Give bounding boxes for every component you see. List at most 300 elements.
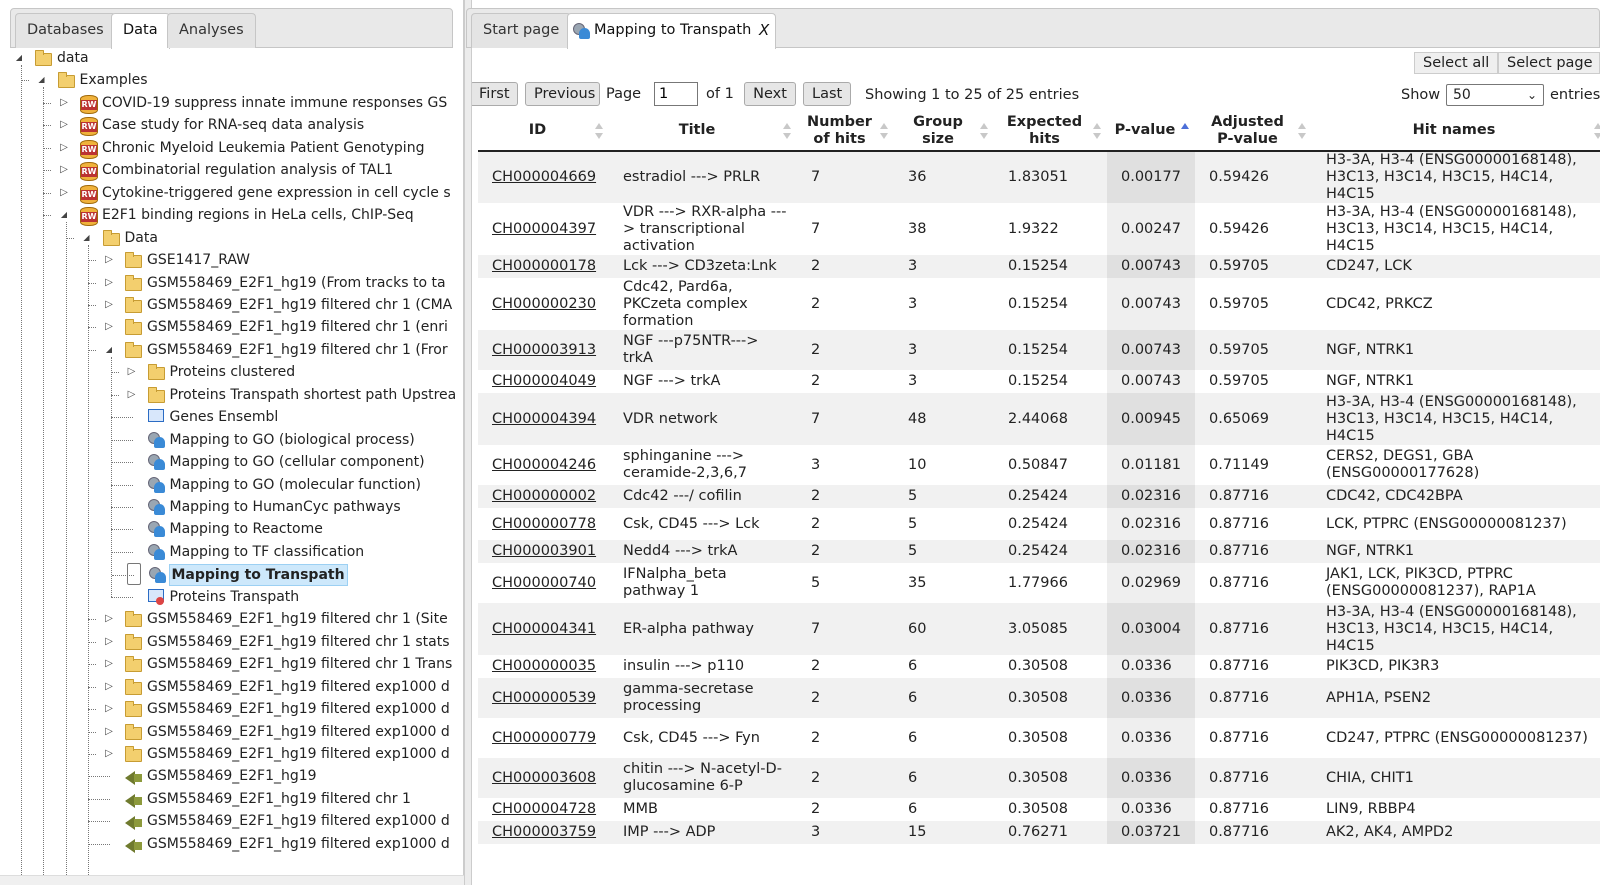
cell-number-of-hits: 3 xyxy=(797,821,894,844)
folder-icon xyxy=(124,745,142,763)
cell-number-of-hits: 2 xyxy=(797,678,894,718)
cell-expected-hits: 0.30508 xyxy=(1008,801,1068,817)
tree-node-label: GSM558469_E2F1_hg19 filtered exp1000 d xyxy=(147,835,450,852)
cell-number-of-hits: 2 xyxy=(811,658,821,674)
cell-expected-hits: 2.44068 xyxy=(994,393,1107,445)
cell-adjusted-p-value: 0.59705 xyxy=(1195,255,1312,278)
collapse-icon[interactable]: ◢ xyxy=(15,53,23,62)
tab-mapping-to-transpath[interactable] xyxy=(567,13,776,49)
cell-hit-names: APH1A, PSEN2 xyxy=(1312,678,1600,718)
database-icon: RW xyxy=(79,161,97,179)
tab-databases[interactable]: Databases xyxy=(15,13,116,48)
expand-icon[interactable]: ▷ xyxy=(60,119,68,131)
entries-info: Showing 1 to 25 of 25 entries xyxy=(865,87,1080,103)
column-header[interactable] xyxy=(609,111,797,151)
cell-title: IFNalpha_beta pathway 1 xyxy=(623,566,727,599)
table-row[interactable] xyxy=(478,203,1600,255)
cell-number-of-hits: 7 xyxy=(797,393,894,445)
cell-title: ER-alpha pathway xyxy=(609,603,797,655)
tree-connector xyxy=(111,417,133,418)
table-row[interactable] xyxy=(478,370,1600,393)
table-header-row xyxy=(478,111,1600,151)
cell-title: VDR network xyxy=(609,393,797,445)
select-page-button[interactable]: Select page xyxy=(1498,52,1600,74)
expand-icon[interactable]: ▷ xyxy=(105,298,113,310)
cell-expected-hits: 1.83051 xyxy=(994,151,1107,203)
tree-guide-line xyxy=(66,222,67,885)
cell-p-value: 0.00743 xyxy=(1107,370,1195,393)
cell-expected-hits: 0.25424 xyxy=(994,485,1107,508)
cell-number-of-hits: 2 xyxy=(811,295,821,312)
cell-p-value: 0.03721 xyxy=(1107,821,1195,844)
sort-ascending-icon xyxy=(1181,123,1189,141)
mapping-icon xyxy=(147,498,165,516)
cell-hit-names: CDC42, CDC42BPA xyxy=(1312,485,1600,508)
cell-id xyxy=(478,563,609,603)
cell-number-of-hits: 2 xyxy=(811,801,821,817)
pathway-id-link[interactable]: CH000004049 xyxy=(492,373,597,389)
table-row[interactable] xyxy=(478,678,1600,718)
table-row[interactable] xyxy=(478,718,1600,758)
cell-title: Nedd4 ---> trkA xyxy=(609,540,797,563)
column-header[interactable] xyxy=(1107,111,1195,151)
cell-number-of-hits: 2 xyxy=(797,255,894,278)
tree-connector xyxy=(111,597,133,598)
cell-title: sphinganine ---> ceramide-2,3,6,7 xyxy=(623,448,747,481)
table-row[interactable] xyxy=(478,255,1600,278)
cell-title: chitin ---> N-acetyl-D-glucosamine 6-P xyxy=(609,758,797,798)
tree-connector xyxy=(88,754,96,755)
table-row[interactable] xyxy=(478,508,1600,540)
folder-icon xyxy=(124,274,142,292)
cell-id xyxy=(478,798,609,821)
table-row[interactable] xyxy=(478,278,1600,330)
collapse-icon[interactable]: ◢ xyxy=(60,210,68,220)
cell-p-value: 0.00743 xyxy=(1107,330,1195,370)
cell-p-value: 0.0336 xyxy=(1107,718,1195,758)
table-row[interactable] xyxy=(478,655,1600,678)
cell-title: VDR ---> RXR-alpha ---> transcriptional activation xyxy=(623,203,787,254)
tree-connector xyxy=(21,80,29,81)
tree-node-label: GSM558469_E2F1_hg19 filtered exp1000 d xyxy=(147,745,450,762)
sort-icon xyxy=(1594,123,1600,141)
table-view xyxy=(472,48,1600,885)
cell-number-of-hits: 2 xyxy=(797,540,894,563)
cell-adjusted-p-value: 0.59705 xyxy=(1209,295,1269,312)
cell-group-size: 6 xyxy=(894,758,994,798)
folder-icon xyxy=(147,386,165,404)
tree-node-label: GSM558469_E2F1_hg19 filtered chr 1 Trans xyxy=(147,656,453,673)
cell-p-value: 0.0336 xyxy=(1107,655,1195,678)
table-icon xyxy=(147,408,165,426)
mapping-icon xyxy=(148,566,166,584)
track-icon xyxy=(124,790,142,808)
sort-icon xyxy=(783,123,791,141)
column-header[interactable] xyxy=(797,111,894,151)
cell-p-value: 0.02316 xyxy=(1107,540,1195,563)
database-icon: RW xyxy=(79,184,97,202)
last-page-button[interactable]: Last xyxy=(803,82,851,106)
expand-icon[interactable]: ▷ xyxy=(60,96,68,108)
expand-icon[interactable]: ▷ xyxy=(105,747,113,759)
folder-icon xyxy=(124,296,142,314)
cell-hit-names: H3-3A, H3-4 (ENSG00000168148), H3C13, H3C14, H3C15, H4C14, H4C15 xyxy=(1312,603,1600,655)
tree-node-label: E2F1 binding regions in HeLa cells, ChIP-Seq xyxy=(102,207,414,224)
pathway-id-link[interactable]: CH000000178 xyxy=(492,258,597,274)
tree-node-label: GSM558469_E2F1_hg19 filtered chr 1 stats xyxy=(147,633,450,650)
cell-title: Csk, CD45 ---> Fyn xyxy=(623,729,760,746)
pathway-id-link[interactable]: CH000003913 xyxy=(492,341,597,358)
cell-hit-names: LIN9, RBBP4 xyxy=(1326,801,1416,817)
expand-icon[interactable]: ▷ xyxy=(105,321,113,333)
cell-title: insulin ---> p110 xyxy=(623,658,745,674)
column-header[interactable] xyxy=(994,111,1107,151)
cell-id xyxy=(478,821,609,844)
pathway-id-link[interactable]: CH000000002 xyxy=(492,488,597,504)
pathway-id-link[interactable]: CH000000779 xyxy=(492,729,597,746)
expand-icon[interactable]: ▷ xyxy=(105,703,113,715)
pathway-id-link[interactable]: CH000004669 xyxy=(492,169,597,185)
expand-icon[interactable]: ▷ xyxy=(60,186,68,198)
tree-connector xyxy=(43,215,51,216)
tree-node-label: Combinatorial regulation analysis of TAL1 xyxy=(102,162,394,179)
cell-hit-names: H3-3A, H3-4 (ENSG00000168148), H3C13, H3C14, H3C15, H4C14, H4C15 xyxy=(1326,203,1577,254)
cell-p-value: 0.0336 xyxy=(1107,758,1195,798)
cell-id xyxy=(478,393,609,445)
tree-node-label: Mapping to GO (molecular function) xyxy=(169,476,421,493)
pathway-id-link[interactable]: CH000004246 xyxy=(492,456,597,473)
cell-p-value: 0.02969 xyxy=(1107,563,1195,603)
cell-id xyxy=(478,678,609,718)
pathway-id-link[interactable]: CH000000778 xyxy=(492,515,597,532)
results-table xyxy=(478,111,1600,844)
cell-group-size: 3 xyxy=(908,295,918,312)
protein-table-icon xyxy=(147,588,165,606)
table-row[interactable] xyxy=(478,540,1600,563)
cell-expected-hits: 0.30508 xyxy=(1008,729,1068,746)
cell-number-of-hits: 2 xyxy=(811,373,821,389)
right-panel xyxy=(472,0,1600,885)
cell-id xyxy=(478,540,609,563)
cell-hit-names: NGF, NTRK1 xyxy=(1312,540,1600,563)
cell-group-size: 6 xyxy=(908,801,918,817)
folder-icon xyxy=(102,229,120,247)
cell-group-size: 6 xyxy=(908,658,918,674)
pathway-id-link[interactable]: CH000000035 xyxy=(492,658,597,674)
pathway-id-link[interactable]: CH000000539 xyxy=(492,689,597,706)
page-label: Page xyxy=(606,86,642,102)
mapping-icon xyxy=(147,431,165,449)
cell-adjusted-p-value: 0.59426 xyxy=(1195,151,1312,203)
cell-p-value: 0.02316 xyxy=(1107,508,1195,540)
cell-p-value: 0.01181 xyxy=(1107,445,1195,485)
table-row[interactable] xyxy=(478,330,1600,370)
cell-id xyxy=(478,655,609,678)
table-body xyxy=(478,151,1600,844)
tab-data[interactable]: Data xyxy=(111,13,170,49)
first-page-button[interactable]: First xyxy=(472,82,518,106)
expand-icon[interactable]: ▷ xyxy=(105,725,113,737)
cell-title: Cdc42, Pard6a, PKCzeta complex formation xyxy=(623,278,748,329)
cell-group-size: 3 xyxy=(908,373,918,389)
column-header-label: Adjusted P-value xyxy=(1211,113,1284,147)
tree-node-label: Proteins Transpath xyxy=(169,588,300,605)
tree-connector xyxy=(88,305,96,306)
pathway-id-link[interactable]: CH000004394 xyxy=(492,410,597,427)
show-label: Show xyxy=(1401,87,1441,103)
tree-node-label: COVID-19 suppress innate immune responses GS xyxy=(102,94,448,111)
cell-hit-names: NGF, NTRK1 xyxy=(1312,330,1600,370)
tree-node-label: Proteins clustered xyxy=(169,364,296,381)
column-header[interactable] xyxy=(478,111,609,151)
cell-expected-hits: 0.50847 xyxy=(1008,456,1068,473)
cell-hit-names: PIK3CD, PIK3R3 xyxy=(1326,658,1440,674)
cell-p-value: 0.03004 xyxy=(1107,603,1195,655)
cell-id xyxy=(478,330,609,370)
cell-adjusted-p-value: 0.87716 xyxy=(1195,603,1312,655)
pathway-id-link[interactable]: CH000000230 xyxy=(492,295,597,312)
cell-adjusted-p-value: 0.87716 xyxy=(1209,729,1269,746)
tree-connector xyxy=(88,799,110,800)
cell-p-value: 0.00743 xyxy=(1107,278,1195,330)
cell-adjusted-p-value: 0.87716 xyxy=(1195,485,1312,508)
page-size-value: 50 xyxy=(1453,87,1471,103)
tree-node-label: data xyxy=(57,50,89,66)
table-row[interactable] xyxy=(478,758,1600,798)
cell-title: Lck ---> CD3zeta:Lnk xyxy=(609,255,797,278)
cell-expected-hits: 0.15254 xyxy=(1008,373,1068,389)
tree-node-label: Cytokine-triggered gene expression in cell cycle s xyxy=(102,184,451,201)
pathway-id-link[interactable]: CH000003901 xyxy=(492,543,597,559)
cell-group-size: 6 xyxy=(894,678,994,718)
panel-splitter[interactable] xyxy=(464,0,472,885)
tree-node-label: GSM558469_E2F1_hg19 filtered chr 1 (Site xyxy=(147,611,448,628)
tree-horizontal-scrollbar[interactable] xyxy=(0,875,464,885)
column-header-label: Title xyxy=(678,122,716,138)
cell-hit-names: CD247, PTPRC (ENSG00000081237) xyxy=(1326,729,1588,746)
cell-id xyxy=(478,445,609,485)
cell-expected-hits: 0.30508 xyxy=(1008,658,1068,674)
page-count-label: of 1 xyxy=(706,86,734,102)
tree-node-label: GSE1417_RAW xyxy=(147,252,251,269)
database-icon: RW xyxy=(79,139,97,157)
cell-p-value: 0.02316 xyxy=(1107,485,1195,508)
sort-icon xyxy=(880,123,888,141)
tree-node-label: Data xyxy=(124,229,158,246)
table-row[interactable] xyxy=(478,485,1600,508)
cell-group-size: 5 xyxy=(894,485,994,508)
table-row[interactable] xyxy=(478,603,1600,655)
table-row[interactable] xyxy=(478,563,1600,603)
column-header-label: Expected hits xyxy=(1006,113,1083,147)
cell-id xyxy=(478,758,609,798)
table-row[interactable] xyxy=(478,821,1600,844)
tree-connector xyxy=(88,327,96,328)
expand-icon[interactable]: ▷ xyxy=(105,635,113,647)
cell-number-of-hits: 2 xyxy=(811,515,821,532)
close-icon[interactable]: X xyxy=(759,21,770,39)
cell-adjusted-p-value: 0.87716 xyxy=(1209,574,1269,591)
tree-node-label: GSM558469_E2F1_hg19 filtered chr 1 (enri xyxy=(147,319,448,336)
cell-adjusted-p-value: 0.59426 xyxy=(1209,220,1269,237)
folder-icon xyxy=(124,655,142,673)
cell-title: Cdc42 ---/ cofilin xyxy=(609,485,797,508)
column-header[interactable] xyxy=(1195,111,1312,151)
collapse-icon[interactable]: ◢ xyxy=(105,344,113,354)
previous-page-button[interactable]: Previous xyxy=(525,82,600,106)
cell-number-of-hits: 2 xyxy=(797,485,894,508)
track-icon xyxy=(124,767,142,785)
cell-expected-hits: 0.30508 xyxy=(994,758,1107,798)
cell-group-size: 35 xyxy=(908,574,927,591)
tree-node-label: GSM558469_E2F1_hg19 filtered exp1000 d xyxy=(147,701,450,718)
expand-icon[interactable]: ▷ xyxy=(127,388,136,400)
pathway-id-link[interactable]: CH000004397 xyxy=(492,220,597,237)
cell-hit-names: H3-3A, H3-4 (ENSG00000168148), H3C13, H3C14, H3C15, H4C14, H4C15 xyxy=(1312,151,1600,203)
cell-expected-hits: 0.15254 xyxy=(994,330,1107,370)
table-row[interactable] xyxy=(478,445,1600,485)
cell-title: MMB xyxy=(623,801,658,817)
folder-icon xyxy=(147,363,165,381)
cell-adjusted-p-value: 0.87716 xyxy=(1195,540,1312,563)
tree-node-label: GSM558469_E2F1_hg19 filtered chr 1 (CMA xyxy=(147,296,453,313)
cell-expected-hits: 0.15254 xyxy=(1008,295,1068,312)
tree-node-label: Proteins Transpath shortest path Upstrea xyxy=(169,386,457,403)
cell-p-value: 0.00247 xyxy=(1107,203,1195,255)
tree-connector xyxy=(111,507,133,508)
tree-guide-line xyxy=(21,65,22,885)
expand-icon[interactable]: ▷ xyxy=(105,276,113,288)
expand-icon[interactable]: ▷ xyxy=(60,141,68,153)
cell-hit-names: CD247, LCK xyxy=(1312,255,1600,278)
cell-adjusted-p-value: 0.87716 xyxy=(1209,801,1269,817)
cell-number-of-hits: 3 xyxy=(811,456,821,473)
tree-connector xyxy=(88,619,96,620)
database-icon: RW xyxy=(79,116,97,134)
expand-icon[interactable]: ▷ xyxy=(105,254,113,266)
cell-expected-hits: 0.25424 xyxy=(1008,515,1068,532)
tree-node-label: GSM558469_E2F1_hg19 filtered chr 1 xyxy=(147,790,411,807)
cell-adjusted-p-value: 0.87716 xyxy=(1209,515,1269,532)
left-tabbar xyxy=(10,8,453,48)
tree-guide-line xyxy=(88,245,89,885)
pathway-id-link[interactable]: CH000004728 xyxy=(492,801,597,817)
folder-icon xyxy=(124,678,142,696)
column-header[interactable] xyxy=(1312,111,1600,151)
tab-start-page[interactable]: Start page xyxy=(471,13,571,48)
expand-icon[interactable]: ▷ xyxy=(105,658,113,670)
tree-connector xyxy=(66,238,74,239)
page-size-select[interactable] xyxy=(1446,84,1544,106)
tree-connector xyxy=(88,844,110,845)
collapse-icon[interactable]: ◢ xyxy=(38,75,45,85)
tree-node-label: Mapping to Reactome xyxy=(169,521,323,538)
tree-node-label: Examples xyxy=(79,72,148,89)
next-page-button[interactable]: Next xyxy=(744,82,796,106)
tree-connector xyxy=(43,103,51,104)
table-row[interactable] xyxy=(478,798,1600,821)
tree-node-label: GSM558469_E2F1_hg19 filtered exp1000 d xyxy=(147,723,450,740)
folder-icon xyxy=(124,341,142,359)
table-row[interactable] xyxy=(478,151,1600,203)
page-number-input[interactable] xyxy=(654,82,698,106)
cell-id xyxy=(478,508,609,540)
cell-hit-names: CERS2, DEGS1, GBA (ENSG00000177628) xyxy=(1326,448,1480,481)
mapping-icon xyxy=(147,453,165,471)
tree-node[interactable] xyxy=(127,563,345,585)
cell-number-of-hits: 2 xyxy=(797,330,894,370)
left-panel xyxy=(0,0,464,885)
chevron-down-icon: ⌄ xyxy=(1526,88,1537,102)
cell-title: gamma-secretase processing xyxy=(609,678,797,718)
tree-connector xyxy=(111,485,133,486)
cell-id xyxy=(478,278,609,330)
tree-node-label: GSM558469_E2F1_hg19 filtered chr 1 (Fror xyxy=(147,341,448,358)
collapse-icon[interactable]: ◢ xyxy=(83,232,90,242)
pathway-id-link[interactable]: CH000003759 xyxy=(492,824,597,840)
pathway-id-link[interactable]: CH000004341 xyxy=(492,620,597,637)
cell-number-of-hits: 2 xyxy=(811,729,821,746)
tree-node-label: GSM558469_E2F1_hg19 filtered exp1000 d xyxy=(147,813,450,830)
tab-mapping-label: Mapping to Transpath xyxy=(594,22,752,38)
cell-number-of-hits: 7 xyxy=(797,603,894,655)
tab-analyses[interactable]: Analyses xyxy=(167,13,256,48)
column-header[interactable] xyxy=(894,111,994,151)
tree-node-label: Mapping to Transpath xyxy=(169,564,348,586)
tree-guide-line xyxy=(43,87,44,885)
mapping-icon xyxy=(147,520,165,538)
select-all-button[interactable]: Select all xyxy=(1414,52,1498,74)
cell-number-of-hits: 7 xyxy=(811,220,821,237)
pathway-id-link[interactable]: CH000003608 xyxy=(492,769,597,786)
table-row[interactable] xyxy=(478,393,1600,445)
cell-id xyxy=(478,718,609,758)
cell-expected-hits: 0.25424 xyxy=(994,540,1107,563)
tree-node-label: Mapping to GO (cellular component) xyxy=(169,454,425,471)
cell-id xyxy=(478,255,609,278)
cell-group-size: 3 xyxy=(894,255,994,278)
cell-group-size: 6 xyxy=(908,729,918,746)
tree-node-label: Mapping to TF classification xyxy=(169,543,365,560)
folder-icon xyxy=(124,633,142,651)
tree-connector xyxy=(111,395,119,396)
cell-group-size: 36 xyxy=(894,151,994,203)
cell-adjusted-p-value: 0.59705 xyxy=(1195,330,1312,370)
cell-adjusted-p-value: 0.59705 xyxy=(1209,373,1269,389)
expand-icon[interactable]: ▷ xyxy=(105,680,113,692)
tree-connector xyxy=(111,372,119,373)
cell-id xyxy=(478,603,609,655)
expand-icon[interactable]: ▷ xyxy=(105,613,113,625)
folder-icon xyxy=(124,251,142,269)
tree-connector xyxy=(43,193,51,194)
cell-hit-names: AK2, AK4, AMPD2 xyxy=(1312,821,1600,844)
tree-node-label: GSM558469_E2F1_hg19 xyxy=(147,768,317,785)
cell-expected-hits: 0.15254 xyxy=(994,255,1107,278)
pathway-id-link[interactable]: CH000000740 xyxy=(492,574,597,591)
entries-label: entries xyxy=(1550,87,1600,103)
cell-number-of-hits: 5 xyxy=(811,574,821,591)
cell-hit-names: NGF, NTRK1 xyxy=(1326,373,1415,389)
folder-icon xyxy=(124,700,142,718)
column-header-label: ID xyxy=(528,122,547,138)
column-header-label: Hit names xyxy=(1412,122,1496,138)
tree-connector xyxy=(88,283,96,284)
expand-icon[interactable]: ▷ xyxy=(60,164,68,176)
cell-number-of-hits: 2 xyxy=(797,758,894,798)
expand-icon[interactable]: ▷ xyxy=(127,366,136,378)
cell-hit-names: H3-3A, H3-4 (ENSG00000168148), H3C13, H3C14, H3C15, H4C14, H4C15 xyxy=(1312,393,1600,445)
